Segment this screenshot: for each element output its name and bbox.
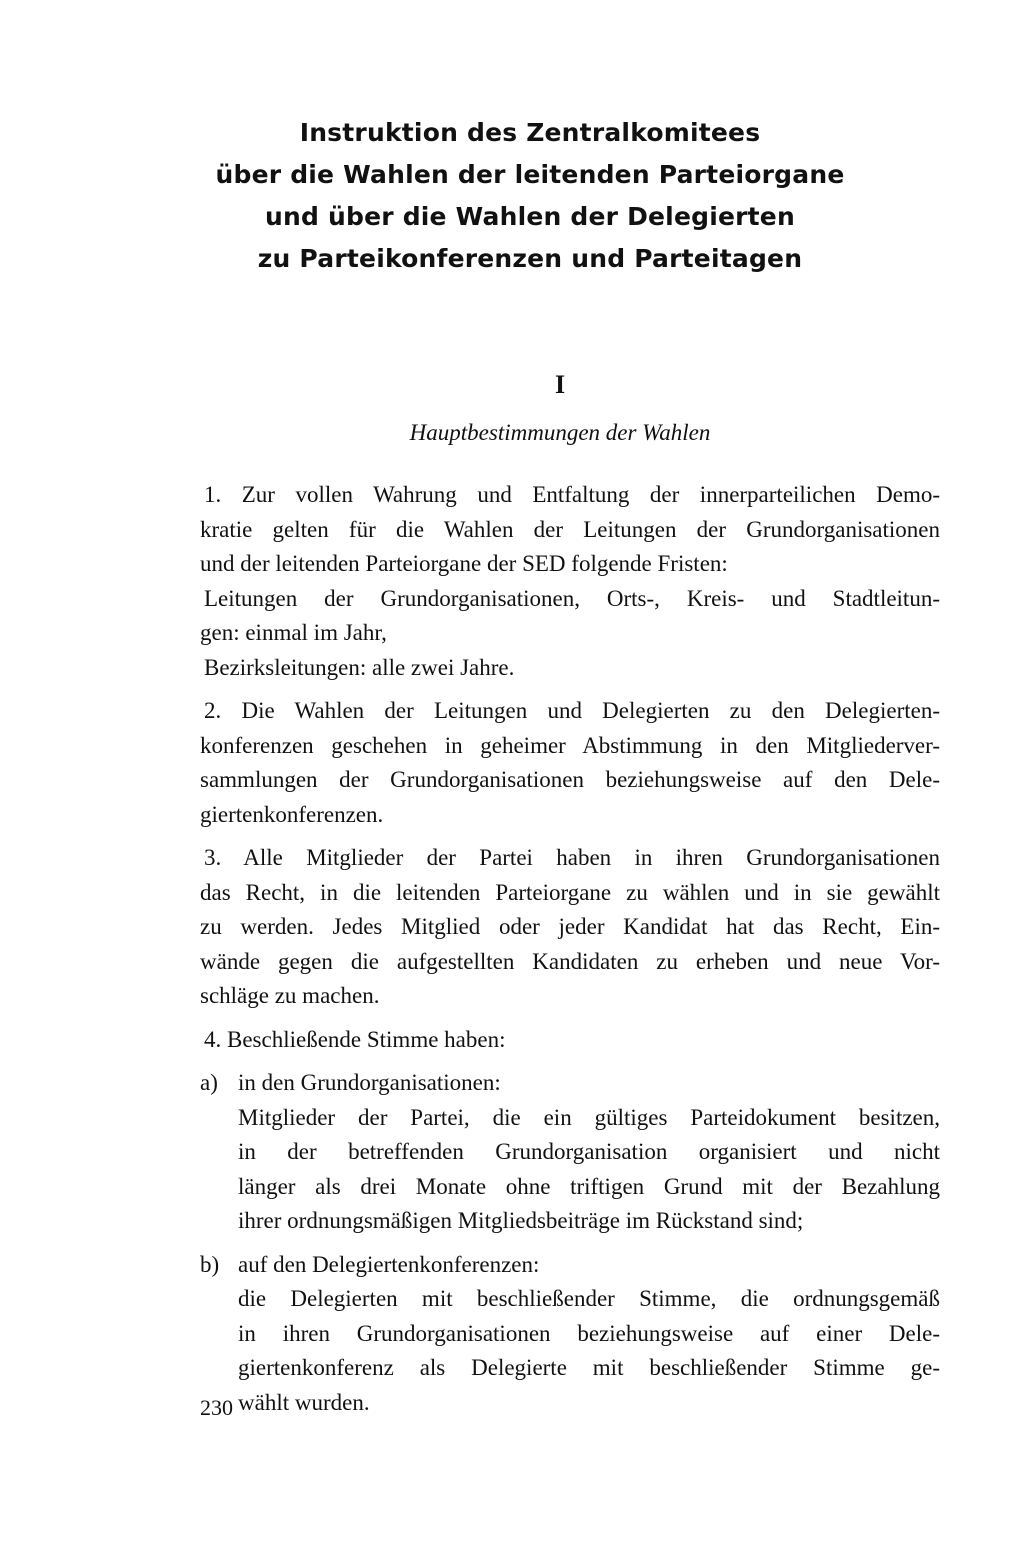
page-number: 230 [200, 1395, 233, 1420]
text-line: 2. Die Wahlen der Leitungen und Delegierten zu den Delegierten- [204, 698, 940, 723]
text-line: ihrer ordnungsmäßigen Mitgliedsbeiträge im Rückstand sind; [238, 1208, 804, 1233]
text-line: die Delegierten mit beschließender Stimme, die ordnungsgemäß [238, 1286, 940, 1311]
title-line: und über die Wahlen der Delegierten [265, 202, 795, 231]
list-item-a [200, 1066, 940, 1239]
list-item-b [200, 1248, 940, 1421]
text-line: kratie gelten für die Wahlen der Leitungen der Grundorganisationen [200, 516, 940, 542]
text-line: sammlungen der Grundorganisationen beziehungsweise auf den Dele- [200, 767, 940, 792]
text-line: giertenkonferenzen. [200, 801, 384, 827]
title-line: zu Parteikonferenzen und Parteitagen [257, 244, 803, 273]
text-line: Mitglieder der Partei, die ein gültiges Parteidokument besitzen, [238, 1104, 940, 1130]
text-line: zu werden. Jedes Mitglied oder jeder Kandidat hat das Recht, Ein- [200, 914, 940, 939]
title-line: Instruktion des Zentralkomitees [299, 118, 761, 147]
text-line: wände gegen die aufgestellten Kandidaten zu erheben und neue Vor- [200, 948, 940, 974]
text-line: wählt wurden. [238, 1389, 370, 1415]
text-line: 3. Alle Mitglieder der Partei haben in ihren Grundorganisationen [204, 845, 940, 870]
list-marker: a) [200, 1070, 218, 1095]
text-line: Leitungen der Grundorganisationen, Orts-, Kreis- und Stadtleitun- [204, 585, 940, 611]
text-line: gen: einmal im Jahr, [200, 620, 387, 645]
text-line: in ihren Grundorganisationen beziehungsweise auf einer Dele- [238, 1320, 940, 1346]
paragraph-2 [200, 694, 940, 832]
section-heading: Hauptbestimmungen der Wahlen [409, 420, 711, 445]
text-line: und der leitenden Parteiorgane der SED folgende Fristen: [200, 551, 728, 576]
text-line: 4. Beschließende Stimme haben: [204, 1026, 506, 1052]
text-line: 1. Zur vollen Wahrung und Entfaltung der innerparteilichen Demo- [204, 482, 940, 507]
title-line: über die Wahlen der leitenden Parteiorgane [215, 160, 845, 189]
text-line: konferenzen geschehen in geheimer Abstimmung in den Mitgliederver- [200, 732, 940, 758]
paragraph-3 [200, 841, 940, 1014]
text-line: das Recht, in die leitenden Parteiorgane zu wählen und in sie gewählt [200, 879, 940, 905]
document-title [200, 112, 860, 280]
text-line: giertenkonferenz als Delegierte mit beschließender Stimme ge- [238, 1355, 940, 1380]
text-line: auf den Delegiertenkonferenzen: [238, 1251, 540, 1277]
text-line: schläge zu machen. [200, 983, 380, 1008]
section-numeral: I [554, 370, 566, 399]
text-line: länger als drei Monate ohne triftigen Grund mit der Bezahlung [238, 1173, 940, 1199]
paragraph-1 [200, 478, 940, 685]
text-line: Bezirksleitungen: alle zwei Jahre. [204, 654, 515, 680]
body-text [200, 478, 940, 1429]
text-line: in den Grundorganisationen: [238, 1070, 501, 1095]
text-line: in der betreffenden Grundorganisation organisiert und nicht [238, 1139, 940, 1164]
list-marker: b) [200, 1251, 220, 1277]
paragraph-4 [200, 1023, 940, 1058]
